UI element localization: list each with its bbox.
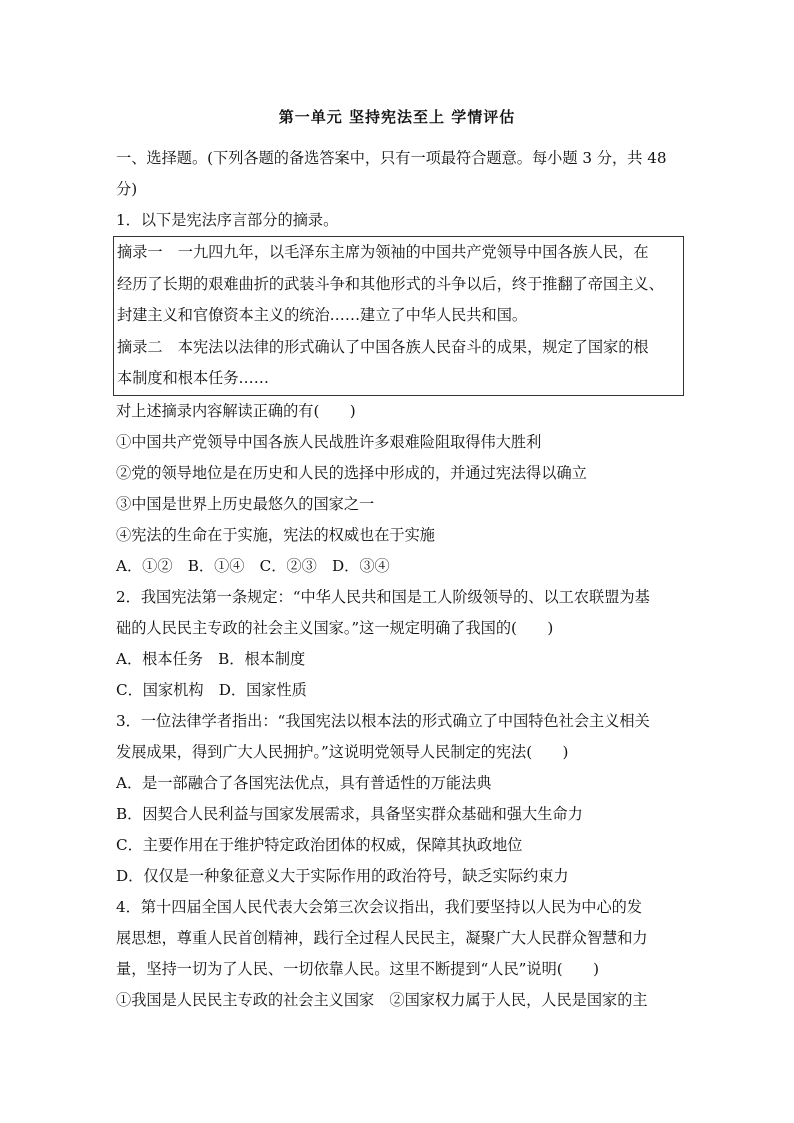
excerpt-line: 经历了长期的艰难曲折的武装斗争和其他形式的斗争以后，终于推翻了帝国主义、 bbox=[117, 274, 664, 293]
question-2-options: A．根本任务 B．根本制度 bbox=[116, 649, 306, 668]
question-3-option-a: A．是一部融合了各国宪法优点，具有普适性的万能法典 bbox=[116, 773, 492, 792]
page-title: 第一单元 坚持宪法至上 学情评估 bbox=[278, 108, 516, 126]
exam-content bbox=[116, 143, 686, 1016]
question-4-items: ①我国是人民民主专政的社会主义国家 ②国家权力属于人民，人民是国家的主 bbox=[116, 990, 648, 1009]
statement-item: ④宪法的生命在于实施，宪法的权威也在于实施 bbox=[116, 525, 435, 544]
question-4-stem: 4．第十四届全国人民代表大会第三次会议指出，我们要坚持以人民为中心的发 bbox=[116, 897, 643, 916]
question-3-stem: 3．一位法律学者指出：“我国宪法以根本法的形式确立了中国特色社会主义相关 bbox=[116, 711, 650, 730]
question-3-option-b: B．因契合人民利益与国家发展需求，具备坚实群众基础和强大生命力 bbox=[116, 804, 583, 823]
question-1-options: A．①② B．①④ C．②③ D．③④ bbox=[116, 556, 390, 575]
question-2-stem-cont: 础的人民民主专政的社会主义国家。”这一规定明确了我国的( ) bbox=[116, 618, 554, 637]
question-1-stem: 1．以下是宪法序言部分的摘录。 bbox=[116, 211, 339, 229]
statement-item: ②党的领导地位是在历史和人民的选择中形成的，并通过宪法得以确立 bbox=[116, 463, 587, 482]
question-3-option-c: C．主要作用在于维护特定政治团体的权威，保障其执政地位 bbox=[116, 835, 523, 854]
excerpt-line: 摘录一 一九四九年，以毛泽东主席为领袖的中国共产党领导中国各族人民，在 bbox=[117, 243, 649, 261]
excerpt-line: 本制度和根本任务…… bbox=[117, 369, 269, 387]
question-3-stem-cont: 发展成果，得到广大人民拥护。”这说明党领导人民制定的宪法( ) bbox=[116, 742, 569, 761]
section-header-cont: 分) bbox=[116, 180, 138, 198]
question-3-option-d: D．仅仅是一种象征意义大于实际作用的政治符号，缺乏实际约束力 bbox=[116, 866, 569, 885]
excerpt-box bbox=[113, 236, 684, 396]
question-2-options: C．国家机构 D．国家性质 bbox=[116, 680, 307, 699]
question-4-stem-cont: 量，坚持一切为了人民、一切依靠人民。这里不断提到“人民”说明( ) bbox=[116, 959, 600, 978]
section-header: 一、选择题。(下列各题的备选答案中，只有一项最符合题意。每小题 3 分，共 48 bbox=[116, 149, 667, 167]
question-1-prompt: 对上述摘录内容解读正确的有( ) bbox=[116, 401, 356, 420]
excerpt-line: 摘录二 本宪法以法律的形式确认了中国各族人民奋斗的成果，规定了国家的根 bbox=[117, 337, 649, 356]
question-2-stem: 2．我国宪法第一条规定：“中华人民共和国是工人阶级领导的、以工农联盟为基 bbox=[116, 587, 650, 606]
statement-item: ③中国是世界上历史最悠久的国家之一 bbox=[116, 494, 375, 513]
excerpt-line: 封建主义和官僚资本主义的统治……建立了中华人民共和国。 bbox=[117, 306, 528, 324]
statement-item: ①中国共产党领导中国各族人民战胜许多艰难险阻取得伟大胜利 bbox=[116, 432, 542, 451]
question-4-stem-cont: 展思想，尊重人民首创精神，践行全过程人民民主，凝聚广大人民群众智慧和力 bbox=[116, 928, 648, 947]
